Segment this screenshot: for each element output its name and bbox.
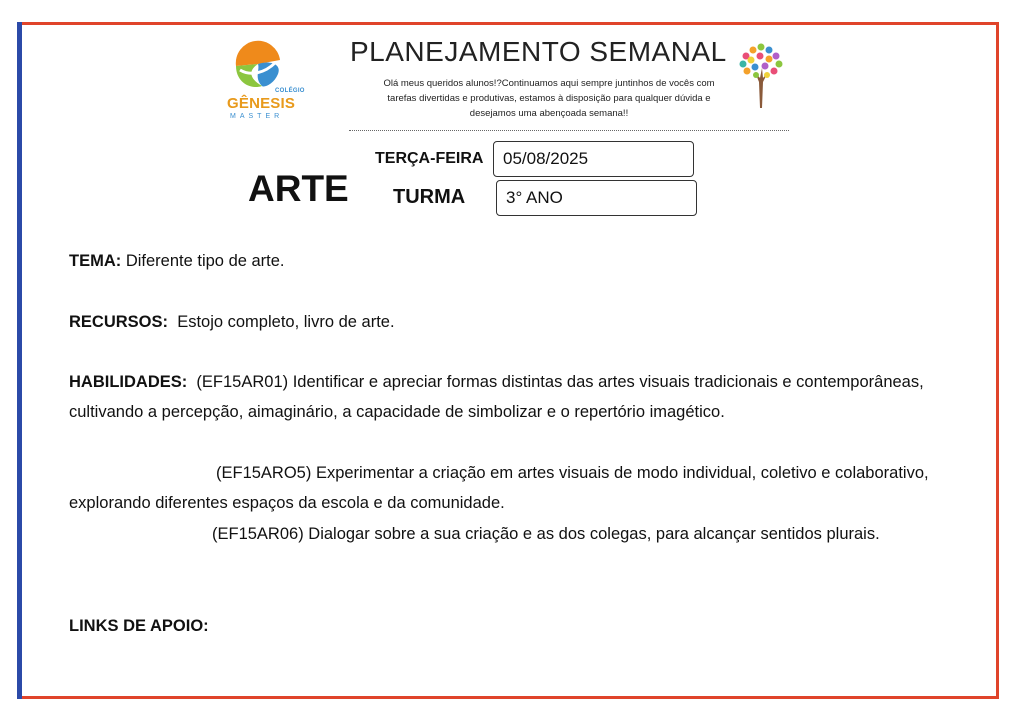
logo-colegio-text: COLÉGIO bbox=[275, 88, 305, 94]
day-label: TERÇA-FEIRA bbox=[375, 150, 484, 167]
habilidade-item-3 bbox=[69, 519, 949, 549]
recursos-section bbox=[69, 307, 949, 337]
turma-label: TURMA bbox=[393, 186, 466, 208]
links-section bbox=[69, 611, 949, 641]
date-field: 05/08/2025 bbox=[493, 141, 694, 177]
tema-text: Diferente tipo de arte. bbox=[125, 252, 285, 270]
page-title: PLANEJAMENTO SEMANAL bbox=[350, 36, 727, 67]
links-label: LINKS DE APOIO: bbox=[69, 617, 209, 635]
tema-section bbox=[69, 246, 949, 276]
school-logo bbox=[222, 40, 306, 126]
tree-icon bbox=[736, 42, 786, 110]
habilidade-item: (EF15AR01) Identificar e apreciar formas distintas das artes visuais tradicionais e contemporâneas, cultivando a percepção, aimaginário, a capacidade de simbolizar e o repertório imagético. bbox=[69, 373, 924, 421]
logo-name-text: GÊNESIS bbox=[227, 95, 296, 112]
page-frame bbox=[17, 22, 999, 699]
habilidade-item-2 bbox=[69, 458, 949, 518]
turma-field: 3° ANO bbox=[496, 180, 697, 216]
subject-title: ARTE bbox=[248, 168, 349, 209]
logo-emblem-icon bbox=[230, 40, 286, 90]
recursos-label: RECURSOS: bbox=[69, 313, 169, 331]
habilidades-section bbox=[69, 367, 949, 427]
logo-sub-text: MASTER bbox=[230, 113, 284, 120]
header-divider bbox=[349, 130, 789, 131]
recursos-text: Estojo completo, livro de arte. bbox=[177, 313, 395, 331]
tema-label: TEMA: bbox=[69, 252, 122, 270]
habilidade-item: (EF15ARO5) Experimentar a criação em artes visuais de modo individual, coletivo e colaborativo, explorando diferentes espaços da escola e da comunidade. bbox=[69, 464, 929, 512]
habilidades-label: HABILIDADES: bbox=[69, 373, 188, 391]
frame-left-accent bbox=[17, 22, 22, 699]
habilidade-item: (EF15AR06) Dialogar sobre a sua criação e as dos colegas, para alcançar sentidos plurais. bbox=[212, 525, 880, 543]
welcome-message: Olá meus queridos alunos!?Continuamos aqui sempre juntinhos de vocês com tarefas divertidas e produtivas, estamos à disposição para qualquer dúvida e desejamos uma abençoada semana!! bbox=[383, 78, 715, 119]
